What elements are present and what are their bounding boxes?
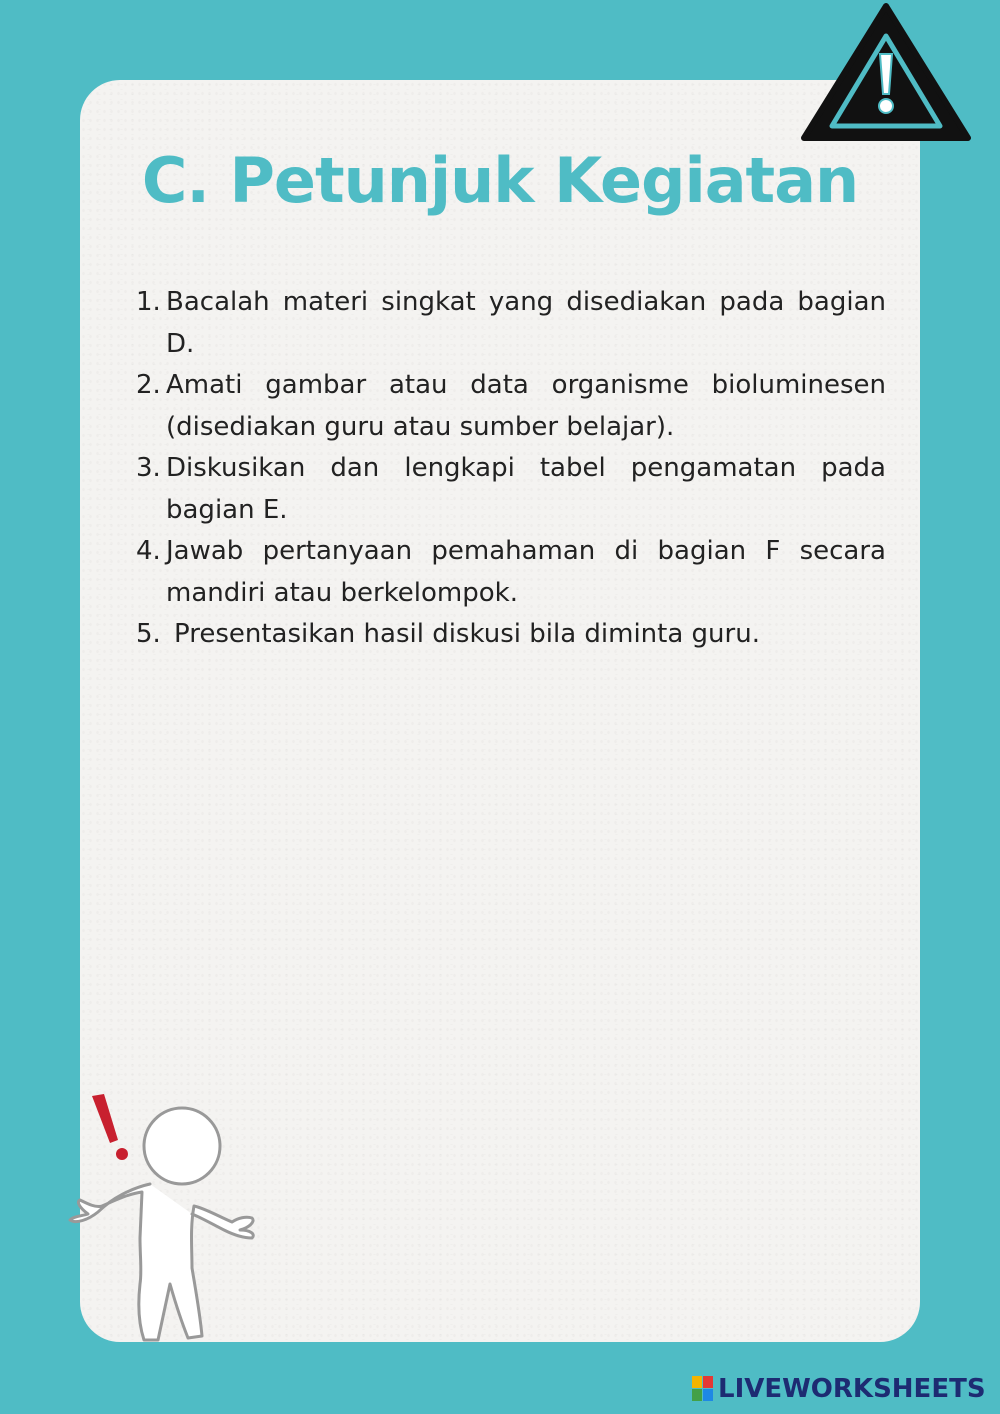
list-item — [136, 614, 886, 656]
brand-name: LIVEWORKSHEETS — [718, 1374, 986, 1404]
list-item — [136, 531, 886, 614]
step-text: Presentasikan hasil diskusi bila diminta guru. — [174, 619, 760, 649]
instruction-list — [136, 282, 886, 656]
step-number: 1. — [136, 287, 161, 317]
exclamation-icon — [92, 1094, 128, 1160]
list-item — [136, 282, 886, 365]
step-text: Bacalah materi singkat yang disediakan pada bagian D. — [166, 287, 886, 359]
step-number: 5. — [136, 619, 161, 649]
step-text: Amati gambar atau data organisme bioluminesen (disediakan guru atau sumber belajar). — [166, 370, 886, 442]
page-title: C. Petunjuk Kegiatan — [141, 144, 859, 217]
confused-person-illustration — [62, 1088, 262, 1344]
list-item — [136, 365, 886, 448]
warning-triangle-icon — [800, 2, 972, 142]
step-number: 4. — [136, 536, 161, 566]
liveworksheets-brand — [692, 1372, 986, 1406]
step-text: Diskusikan dan lengkapi tabel pengamatan pada bagian E. — [166, 453, 886, 525]
list-item — [136, 448, 886, 531]
liveworksheets-logo-icon — [692, 1376, 714, 1402]
step-text: Jawab pertanyaan pemahaman di bagian F secara mandiri atau berkelompok. — [166, 536, 886, 608]
step-number: 2. — [136, 370, 161, 400]
step-number: 3. — [136, 453, 161, 483]
